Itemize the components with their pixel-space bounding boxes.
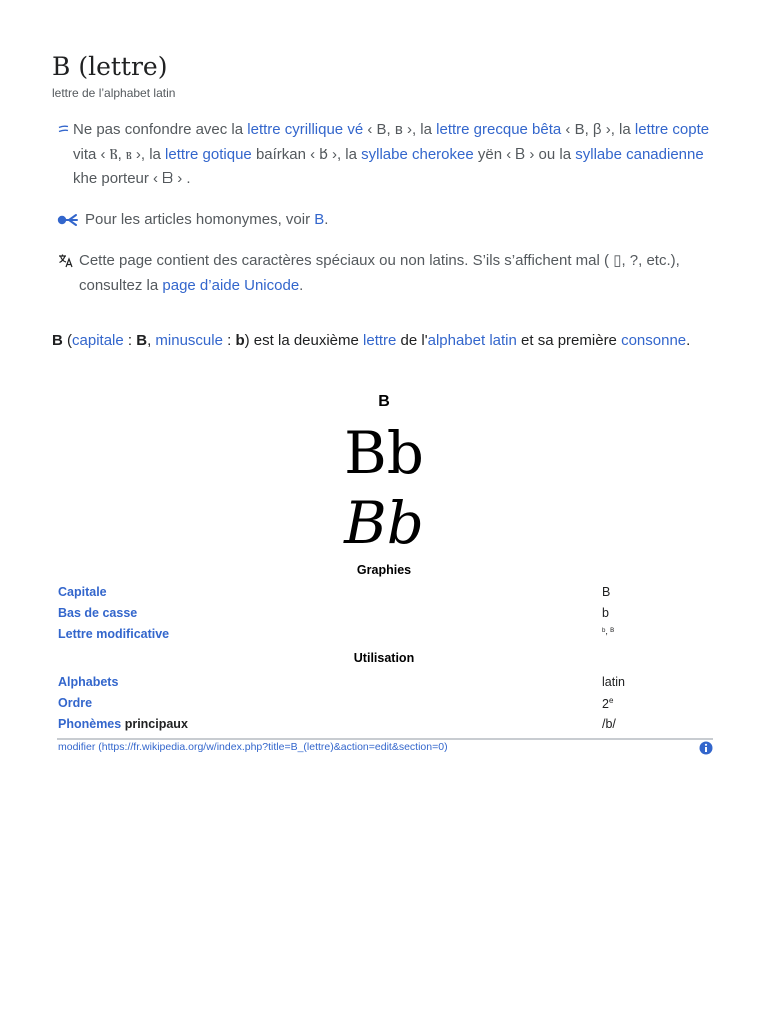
intro-text: ) est la deuxième [244, 332, 364, 349]
link-capitale[interactable]: capitale [72, 332, 124, 349]
info-icon[interactable] [699, 741, 713, 755]
link-b-homonymie[interactable]: B [314, 211, 325, 228]
intro-text: , [147, 332, 156, 349]
intro-text: de l' [396, 332, 428, 349]
hatnote-text: khe porteur ‹ ᗷ › . [73, 170, 191, 187]
hatnote-unicode [79, 249, 719, 298]
hatnote-text: ‹ В, в ›, la [363, 121, 437, 138]
missing-glyph-box: ▯ [613, 252, 622, 269]
link-lettre-gotique[interactable]: lettre gotique [165, 145, 252, 163]
translate-icon [58, 254, 74, 268]
section-graphies: Graphies [356, 563, 412, 577]
hatnote-text: Cette page contient des caractères spéciaux ou non latins. S’ils s’affichent mal ( [79, 252, 614, 269]
link-aide-unicode[interactable]: page d’aide Unicode [162, 276, 300, 294]
link-lettre[interactable]: lettre [363, 332, 397, 349]
graphies-row-value: B [602, 585, 611, 599]
ordre-number: 2 [602, 697, 609, 712]
intro-text: : [222, 332, 236, 349]
ordre-label[interactable]: Ordre [58, 696, 93, 710]
link-minuscule[interactable]: minuscule [155, 332, 223, 349]
link-syllabe-canadienne[interactable]: syllabe canadienne [575, 145, 704, 163]
intro-text: ( [62, 332, 73, 349]
link-lettre-grecque[interactable]: lettre grecque bêta [436, 121, 562, 138]
hatnote-confusion [73, 118, 713, 192]
section-utilisation: Utilisation [353, 651, 415, 665]
intro-paragraph [52, 332, 690, 349]
intro-small-b: b [235, 332, 245, 349]
hatnote-text: vita ‹ Ⲃ, ⲃ ›, la [73, 145, 166, 163]
hatnote-text: . [324, 211, 329, 228]
intro-text: et sa première [516, 332, 622, 349]
graphies-row-label[interactable]: Bas de casse [58, 606, 138, 620]
intro-text: . [686, 332, 691, 349]
page-subtitle: lettre de l’alphabet latin [52, 86, 176, 100]
glyph-roman: Bb [344, 419, 424, 487]
disambiguation-arrow-icon [58, 124, 70, 134]
link-consonne[interactable]: consonne [621, 332, 687, 349]
glyph-italic: Bb [344, 489, 424, 557]
link-syllabe-cherokee[interactable]: syllabe cherokee [361, 145, 474, 163]
phonemes-suffix: principaux [121, 717, 188, 731]
hatnote-text: Ne pas confondre avec la [73, 121, 248, 138]
hatnote-text: ‹ Β, β ›, la [561, 121, 635, 138]
graphies-row-label[interactable]: Lettre modificative [58, 627, 170, 641]
phonemes-row-label [58, 717, 188, 731]
hatnote-text: . [299, 276, 304, 294]
hatnote-text: , ?, etc.), consultez la [79, 252, 680, 294]
graphies-row-label[interactable]: Capitale [58, 585, 107, 599]
link-alphabet-latin[interactable]: alphabet latin [427, 332, 517, 349]
intro-capital-b: B [136, 332, 148, 349]
alphabet-latin-value[interactable]: latin [602, 675, 625, 689]
page-title: B (lettre) [52, 52, 168, 81]
intro-text: : [123, 332, 137, 349]
ordre-value [602, 696, 613, 711]
phonemes-link[interactable]: Phonèmes [58, 717, 122, 731]
hatnote-homonymie [85, 208, 705, 233]
hatnote-text: Pour les articles homonymes, voir [85, 211, 315, 228]
phoneme-b-value[interactable]: /b/ [602, 717, 616, 731]
graphies-row-value: b [602, 606, 609, 620]
hatnote-text: baírkan ‹ 𐌱 ›, la [251, 145, 362, 163]
link-lettre-cyrillique[interactable]: lettre cyrillique vé [247, 121, 364, 138]
ordre-suffix: e [608, 696, 614, 705]
infobox-title: B [378, 393, 390, 410]
hatnote-text: yën ‹ Ᏼ › ou la [473, 145, 576, 163]
edit-link[interactable]: modifier (https://fr.wikipedia.org/w/index.php?title=B_(lettre)&action=edit&section=0) [58, 741, 448, 753]
link-lettre-copte[interactable]: lettre copte [634, 121, 710, 138]
homonymy-branch-icon [57, 212, 79, 228]
graphies-row-value: ᵇ, ᴮ [602, 626, 615, 636]
alphabets-label[interactable]: Alphabets [58, 675, 119, 689]
infobox-divider [57, 738, 713, 740]
intro-letter: B [52, 332, 63, 349]
